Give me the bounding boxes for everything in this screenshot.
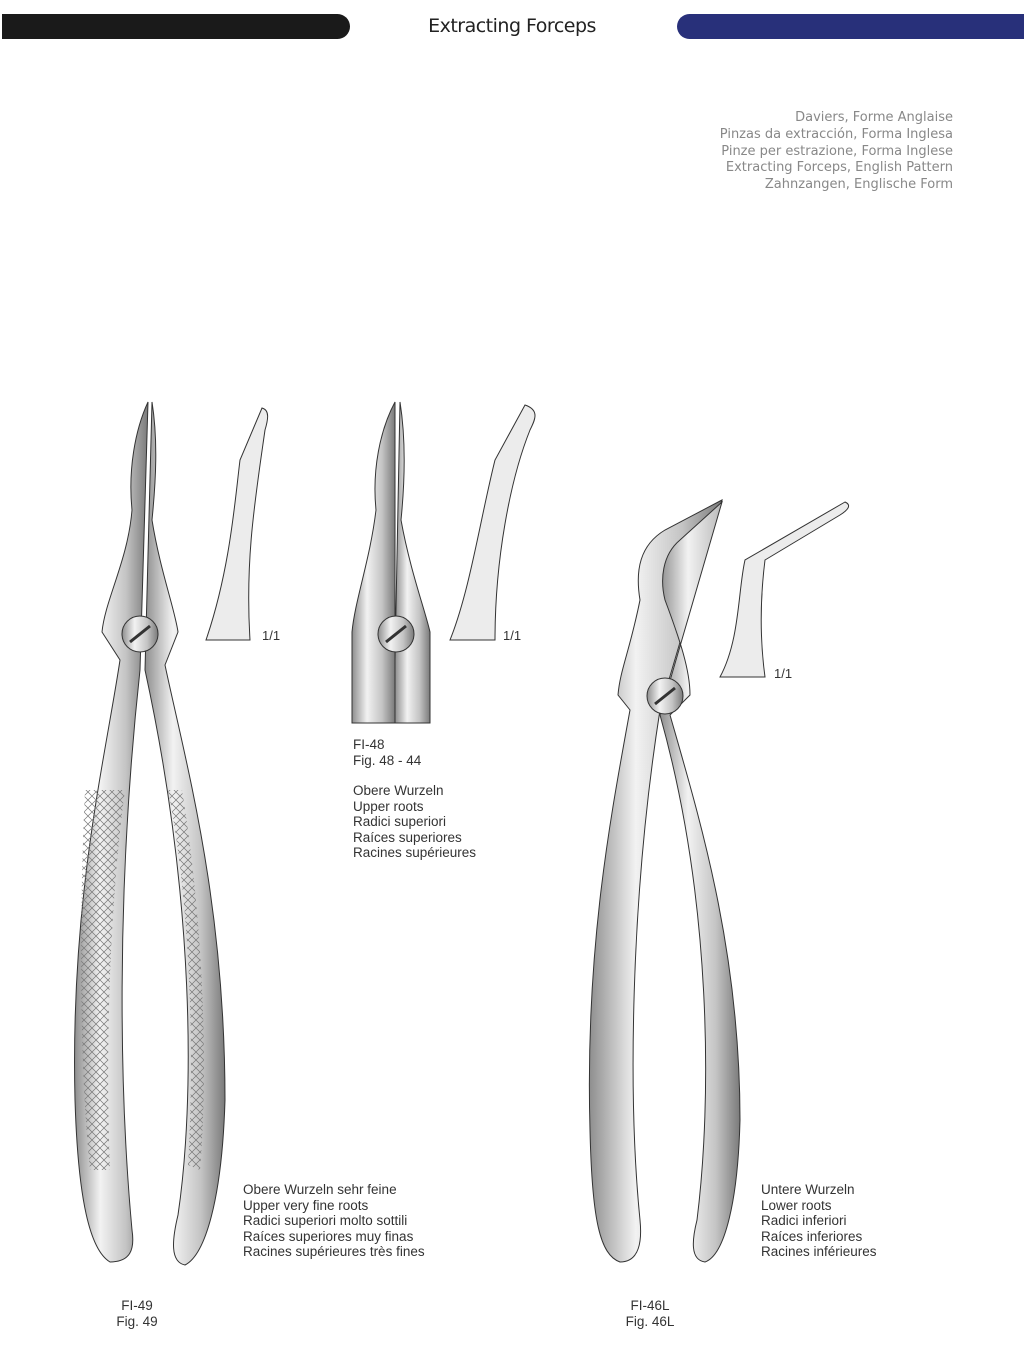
desc-line: Lower roots xyxy=(761,1197,832,1213)
subtitle: Daviers, Forme Anglaise xyxy=(795,110,953,125)
item-description-fi-46l xyxy=(761,1182,877,1260)
desc-line: Raíces superiores muy finas xyxy=(243,1228,414,1244)
item-info-fi-48 xyxy=(353,737,476,861)
subtitle: Extracting Forceps, English Pattern xyxy=(725,160,953,176)
desc-line: Racines supérieures très fines xyxy=(243,1244,425,1259)
desc-line: Radici inferiori xyxy=(761,1213,847,1228)
desc-line: Racines inférieures xyxy=(761,1244,877,1259)
item-code-fi-46l xyxy=(622,1298,678,1329)
desc-line: Obere Wurzeln sehr feine xyxy=(243,1182,397,1197)
item-code-fi-49 xyxy=(115,1298,159,1329)
desc-line: Raíces superiores xyxy=(353,829,462,845)
forceps-fi-46l xyxy=(589,500,848,1262)
item-fig: Fig. 49 xyxy=(116,1313,158,1329)
forceps-fi-48 xyxy=(352,402,535,723)
item-code: FI-46L xyxy=(630,1298,670,1313)
forceps-fi-49 xyxy=(75,402,268,1265)
scale-label: 1/1 xyxy=(503,628,522,643)
subtitle: Zahnzangen, Englische Form xyxy=(764,177,953,193)
subtitle: Pinze per estrazione, Forma Inglese xyxy=(721,143,953,159)
desc-line: Upper roots xyxy=(353,798,424,814)
desc-line: Radici superiori xyxy=(353,814,447,829)
desc-line: Obere Wurzeln xyxy=(353,783,444,798)
item-code: FI-48 xyxy=(353,737,385,752)
desc-line: Untere Wurzeln xyxy=(761,1182,855,1197)
item-fig: Fig. 48 - 44 xyxy=(353,752,422,768)
subtitle: Pinzas da extracción, Forma Inglesa xyxy=(719,126,953,142)
page-title: Extracting Forceps xyxy=(428,15,596,37)
item-code: FI-49 xyxy=(121,1298,153,1313)
desc-line: Racines supérieures xyxy=(353,845,477,860)
item-description-fi-49 xyxy=(243,1182,425,1260)
scale-label: 1/1 xyxy=(774,666,793,681)
item-fig: Fig. 46L xyxy=(625,1313,675,1329)
desc-line: Radici superiori molto sottili xyxy=(243,1213,408,1228)
desc-line: Upper very fine roots xyxy=(243,1197,369,1213)
desc-line: Raíces inferiores xyxy=(761,1228,863,1244)
scale-label: 1/1 xyxy=(262,628,281,643)
